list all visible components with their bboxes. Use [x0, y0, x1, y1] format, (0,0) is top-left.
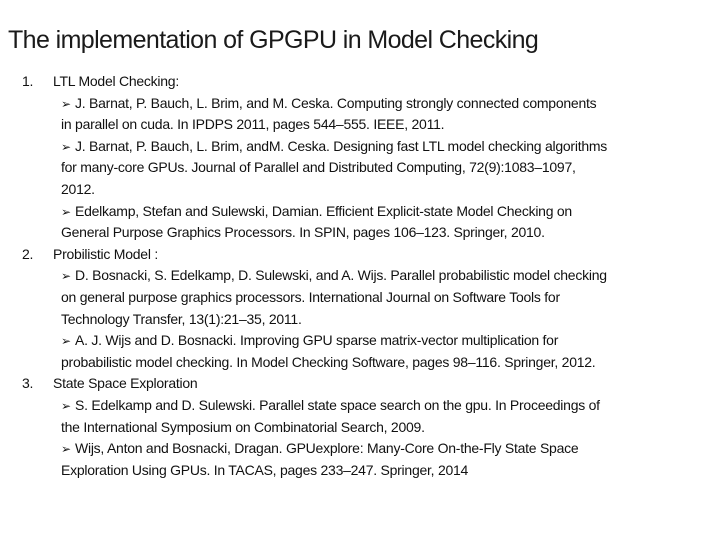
reference-text: Exploration Using GPUs. In TACAS, pages 233–247. Springer, 2014 [61, 461, 469, 478]
section-2 [0, 244, 720, 374]
arrow-bullet-icon: ➢ [61, 442, 71, 457]
reference-line [0, 352, 720, 374]
reference-text: Technology Transfer, 13(1):21–35, 2011. [61, 310, 302, 327]
reference-text: A. J. Wijs and D. Bosnacki. Improving GPU sparse matrix-vector multiplication for [75, 332, 559, 349]
reference-list [0, 71, 720, 481]
reference-text: J. Barnat, P. Bauch, L. Brim, andM. Ceska. Designing fast LTL model checking algorithms [75, 137, 608, 154]
reference-text: 2012. [61, 180, 95, 197]
reference-line [0, 265, 720, 287]
reference-text: on general purpose graphics processors. International Journal on Software Tools for [61, 288, 560, 305]
reference-line [0, 330, 720, 352]
reference-line [0, 114, 720, 136]
reference-text: Wijs, Anton and Bosnacki, Dragan. GPUexplore: Many-Core On-the-Fly State Space [75, 440, 579, 457]
section-number: 3. [22, 375, 34, 392]
reference-line [0, 417, 720, 439]
section-heading [0, 71, 720, 93]
arrow-bullet-icon: ➢ [61, 334, 71, 349]
arrow-bullet-icon: ➢ [61, 269, 71, 284]
section-label: LTL Model Checking: [53, 73, 179, 89]
section-number: 1. [22, 73, 34, 89]
reference-line [0, 136, 720, 158]
section-3 [0, 373, 720, 481]
reference-text: probabilistic model checking. In Model Checking Software, pages 98–116. Springer, 2012. [61, 353, 596, 370]
reference-line [0, 438, 720, 460]
reference-item [0, 330, 720, 373]
reference-text: D. Bosnacki, S. Edelkamp, D. Sulewski, and A. Wijs. Parallel probabilistic model checking [75, 267, 607, 284]
section-1 [0, 71, 720, 244]
reference-item [0, 136, 720, 201]
section-heading [0, 373, 720, 395]
reference-item [0, 93, 720, 136]
slide-title: The implementation of GPGPU in Model Checking [8, 26, 539, 54]
reference-item [0, 265, 720, 330]
reference-line [0, 222, 720, 244]
reference-item [0, 438, 720, 481]
reference-line [0, 93, 720, 115]
section-label: State Space Exploration [53, 375, 198, 392]
reference-text: Edelkamp, Stefan and Sulewski, Damian. Efficient Explicit-state Model Checking on [75, 202, 572, 219]
reference-item [0, 395, 720, 438]
reference-line [0, 201, 720, 223]
reference-line [0, 179, 720, 201]
reference-line [0, 395, 720, 417]
section-label: Probilistic Model : [53, 245, 158, 262]
reference-text: S. Edelkamp and D. Sulewski. Parallel state space search on the gpu. In Proceedings of [75, 396, 600, 413]
reference-line [0, 460, 720, 482]
reference-text: the International Symposium on Combinatorial Search, 2009. [61, 418, 425, 435]
reference-text: for many-core GPUs. Journal of Parallel and Distributed Computing, 72(9):1083–1097, [61, 159, 576, 176]
reference-line [0, 287, 720, 309]
reference-line [0, 309, 720, 331]
arrow-bullet-icon: ➢ [61, 204, 71, 219]
reference-text: General Purpose Graphics Processors. In SPIN, pages 106–123. Springer, 2010. [61, 224, 545, 241]
reference-text: J. Barnat, P. Bauch, L. Brim, and M. Ceska. Computing strongly connected components [75, 94, 597, 111]
section-number: 2. [22, 245, 34, 262]
arrow-bullet-icon: ➢ [61, 139, 71, 154]
reference-item [0, 201, 720, 244]
arrow-bullet-icon: ➢ [61, 398, 71, 413]
arrow-bullet-icon: ➢ [61, 96, 71, 111]
reference-line [0, 157, 720, 179]
section-heading [0, 244, 720, 266]
reference-text: in parallel on cuda. In IPDPS 2011, pages 544–555. IEEE, 2011. [61, 116, 445, 133]
